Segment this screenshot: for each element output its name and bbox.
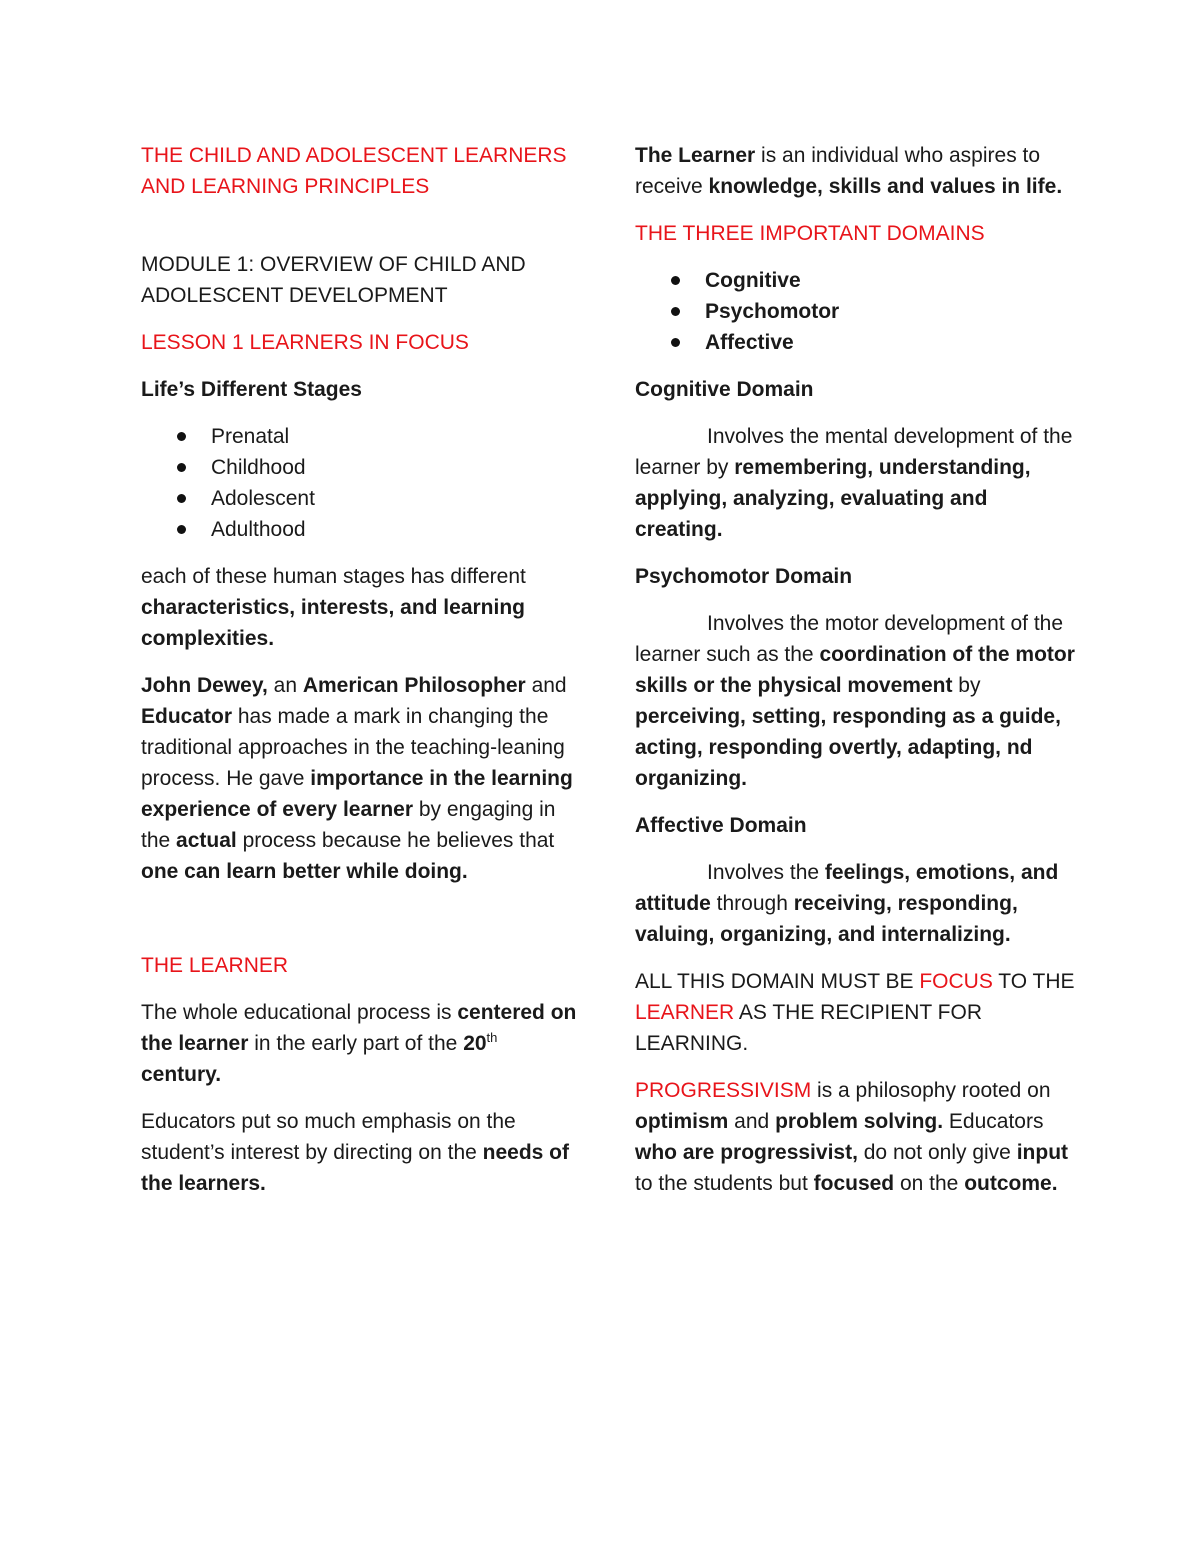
domains-heading: THE THREE IMPORTANT DOMAINS (635, 222, 985, 245)
right-column (635, 140, 1075, 1215)
list-item: Adulthood (141, 514, 581, 545)
dewey-paragraph: John Dewey, an American Philosopher and Educator has made a mark in changing the traditional approaches in the teaching-leaning process. He gave importance in the learning experience of every learner by engaging in the actual process because he believes that one can learn better while doing. (141, 674, 573, 883)
bullet-icon (671, 338, 680, 347)
psychomotor-paragraph: Involves the motor development of the learner such as the coordination of the motor skills or the physical movement by perceiving, setting, responding as a guide, acting, responding overtly, adapting, nd organizing. (635, 612, 1075, 790)
stages-heading: Life’s Different Stages (141, 378, 362, 401)
bullet-icon (177, 432, 186, 441)
left-column (141, 140, 581, 1215)
list-item: Affective (635, 327, 1075, 358)
bullet-icon (177, 463, 186, 472)
bullet-icon (177, 494, 186, 503)
list-item: Prenatal (141, 421, 581, 452)
lesson-heading: LESSON 1 LEARNERS IN FOCUS (141, 331, 469, 354)
learner-paragraph-2: Educators put so much emphasis on the student’s interest by directing on the needs of the learners. (141, 1110, 570, 1195)
learner-definition: The Learner is an individual who aspires to receive knowledge, skills and values in life. (635, 144, 1063, 198)
bullet-icon (671, 276, 680, 285)
stages-list (141, 421, 581, 545)
affective-heading: Affective Domain (635, 814, 807, 837)
psychomotor-heading: Psychomotor Domain (635, 565, 853, 588)
module-heading: MODULE 1: OVERVIEW OF CHILD AND ADOLESCENT DEVELOPMENT (141, 253, 526, 307)
document-title: THE CHILD AND ADOLESCENT LEARNERS AND LEARNING PRINCIPLES (141, 144, 567, 198)
bullet-icon (177, 525, 186, 534)
learner-paragraph-1: The whole educational process is centered on the learner in the early part of the 20th century. (141, 1001, 577, 1086)
affective-paragraph: Involves the feelings, emotions, and attitude through receiving, responding, valuing, organizing, and internalizing. (635, 861, 1059, 946)
cognitive-paragraph: Involves the mental development of the learner by remembering, understanding, applying, analyzing, evaluating and creating. (635, 425, 1073, 541)
bullet-icon (671, 307, 680, 316)
cognitive-heading: Cognitive Domain (635, 378, 814, 401)
all-domain-statement: ALL THIS DOMAIN MUST BE FOCUS TO THE LEARNER AS THE RECIPIENT FOR LEARNING. (635, 970, 1075, 1055)
list-item: Adolescent (141, 483, 581, 514)
stages-note: each of these human stages has different characteristics, interests, and learning complexities. (141, 565, 526, 650)
list-item: Cognitive (635, 265, 1075, 296)
progressivism-paragraph: PROGRESSIVISM is a philosophy rooted on optimism and problem solving. Educators who are progressivist, do not only give input to the students but focused on the outcome. (635, 1079, 1069, 1195)
list-item: Childhood (141, 452, 581, 483)
domains-list (635, 265, 1075, 358)
list-item: Psychomotor (635, 296, 1075, 327)
learner-heading: THE LEARNER (141, 954, 289, 977)
